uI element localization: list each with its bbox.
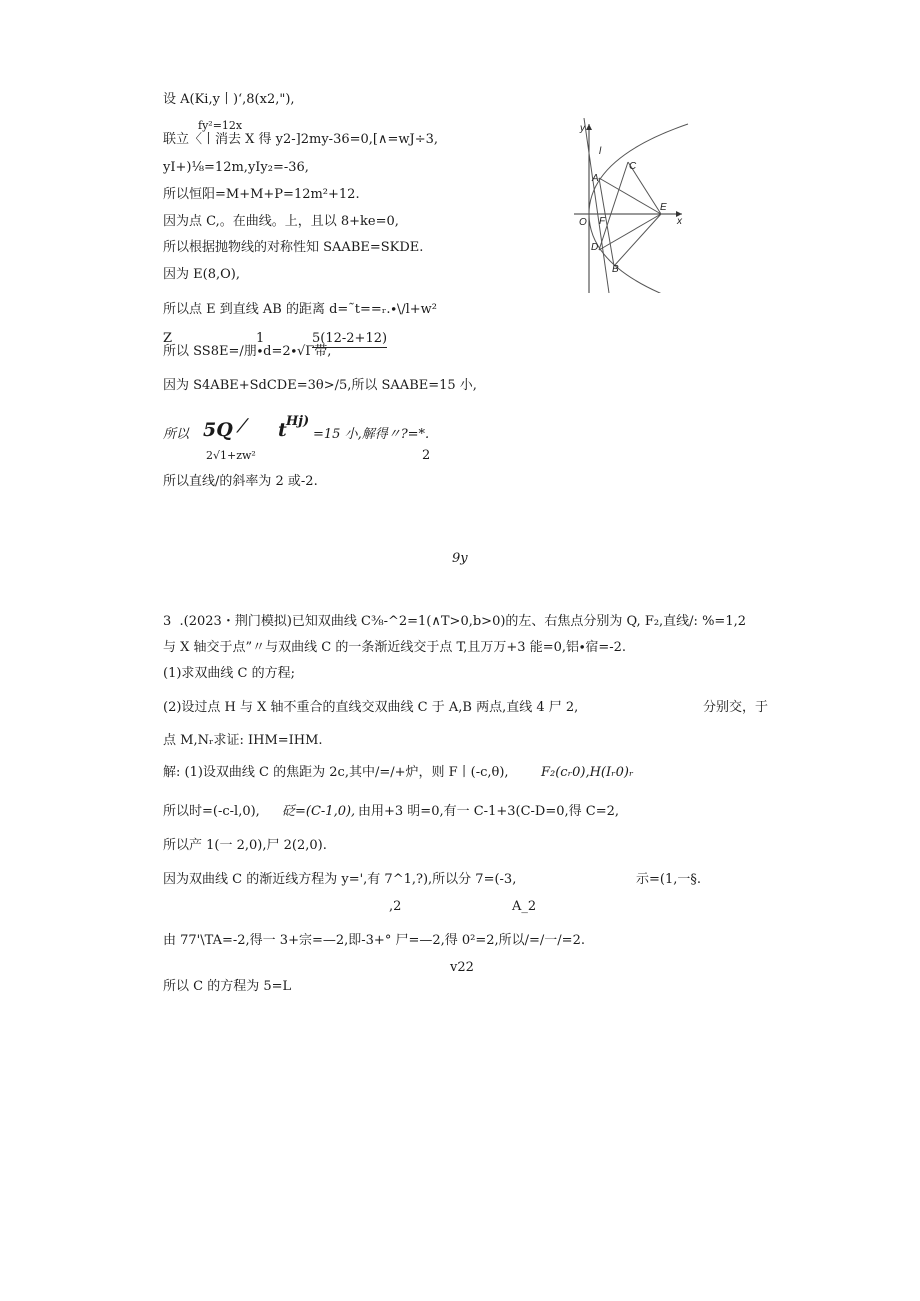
problem-part-2: (2)设过点 H 与 X 轴不重合的直线交双曲线 C 于 A,B 两点,直线 4 尸 2,	[163, 700, 579, 715]
y-axis-arrow	[586, 124, 592, 130]
solution-line-14: 所以直线/的斜率为 2 或-2.	[163, 474, 318, 489]
solution-line-6: 所以根据抛物线的对称性知 SAABE=SKDE.	[163, 240, 424, 255]
parabola-figure	[570, 118, 690, 293]
label-y: y	[580, 123, 585, 134]
line-ea	[599, 178, 661, 214]
solution-line-1: 设 A(Ki,y丨)ʻ,8(x2,"),	[163, 92, 295, 107]
label-b: B	[612, 264, 619, 275]
problem-part-2-tail: 分别交，于	[703, 700, 769, 715]
answer-line-1: 解: (1)设双曲线 C 的焦距为 2c,其中/=/+炉，则 F丨(-c,θ),	[163, 765, 509, 780]
label-l: l	[599, 146, 602, 157]
solution-line-4: 所以恒阳=M+M+P=12m²+12.	[163, 187, 360, 202]
answer-line-3: 所以产 1(一 2,0),尸 2(2,0).	[163, 838, 327, 853]
solution-line-13-denominator: 2√1+zw²	[206, 449, 256, 462]
solution-line-5: 因为点 C,。在曲线。上，且以 8+ke=0,	[163, 214, 399, 229]
solution-line-11: 因为 S4ABE+SdCDE=3θ>/5,所以 SAABE=15 小,	[163, 378, 477, 393]
solution-line-12-glyph-b: ⁄	[241, 415, 245, 437]
solution-line-2: 联立〈丨消去 X 得 y2-]2my-36=0,[∧=wJ÷3,	[163, 132, 439, 147]
answer-line-1-tail: F₂(cᵣ0),H(Iᵣ0)ᵣ	[541, 765, 634, 780]
answer-line-7: v22	[450, 960, 474, 975]
answer-line-8: 所以 C 的方程为 5=L	[163, 979, 292, 994]
line-eb	[614, 214, 661, 266]
solution-line-12-prefix: 所以	[163, 427, 190, 442]
answer-line-2-b: 砭=(C-1,0),	[282, 804, 356, 819]
problem-line-1: 3 .(2023・荆门模拟)已知双曲线 C⅜-^2=1(∧T>0,b>0)的左、右焦点分别为 Q, F₂,直线/: %=1,2	[163, 614, 746, 629]
label-d: D	[591, 242, 599, 253]
system-equation-top: fy²=12x	[198, 119, 243, 132]
solution-line-10: 所以 SS8E=/朋∙d=2∙√Γ带,	[163, 344, 332, 359]
answer-line-5-b: A_2	[512, 899, 537, 914]
problem-line-2: 与 X 轴交于点”〃与双曲线 C 的一条渐近线交于点 T,且万万+3 能=0,铝∙宿=-2.	[163, 640, 627, 655]
label-f: F	[599, 216, 606, 227]
page-mark: 9y	[452, 551, 468, 566]
problem-part-1: (1)求双曲线 C 的方程;	[163, 666, 296, 681]
answer-line-5-a: ,2	[389, 899, 402, 914]
label-o: O	[579, 217, 587, 228]
solution-line-12-suffix: =15 小,解得〃?=*.	[313, 427, 430, 442]
problem-line-5: 点 M,Nᵣ求证: IHM=IHM.	[163, 733, 323, 748]
fraction-fragment-z: Z	[163, 331, 173, 346]
answer-line-2-a: 所以时=(-c-l,0),	[163, 804, 260, 819]
label-x: x	[677, 216, 682, 227]
fraction-fragment-numerator: 5(12-2+12)	[312, 331, 388, 346]
answer-line-4: 因为双曲线 C 的渐近线方程为 y=',有 7^1,?),所以分 7=(-3,	[163, 872, 517, 887]
solution-line-12-glyph-d: Hj)	[286, 414, 310, 429]
solution-line-8: 所以点 E 到直线 AB 的距离 d=˜t==ᵣ.∙\/l+w²	[163, 302, 437, 317]
solution-line-3: yI+)⅛=12m,yIy₂=-36,	[163, 160, 309, 175]
label-a: A	[592, 173, 599, 184]
line-l	[584, 118, 609, 293]
solution-line-13-two: 2	[422, 448, 431, 463]
fraction-fragment-one: 1	[256, 331, 265, 346]
solution-line-7: 因为 E(8,O),	[163, 267, 240, 282]
answer-line-4-tail: 示=(1,一§.	[636, 872, 702, 887]
solution-line-12-glyph-c: t	[278, 419, 287, 441]
solution-line-12-glyph-a: 5Q	[203, 419, 233, 441]
label-c: C	[629, 161, 637, 172]
answer-line-2-c: 由用+3 明=0,有一 C-1+3(C-D=0,得 C=2,	[358, 804, 620, 819]
answer-line-6: 由 77'\TA=-2,得一 3+宗=—2,即-3+° 尸=—2,得 0²=2,所以/=/一/=2.	[163, 933, 585, 948]
label-e: E	[660, 202, 667, 213]
